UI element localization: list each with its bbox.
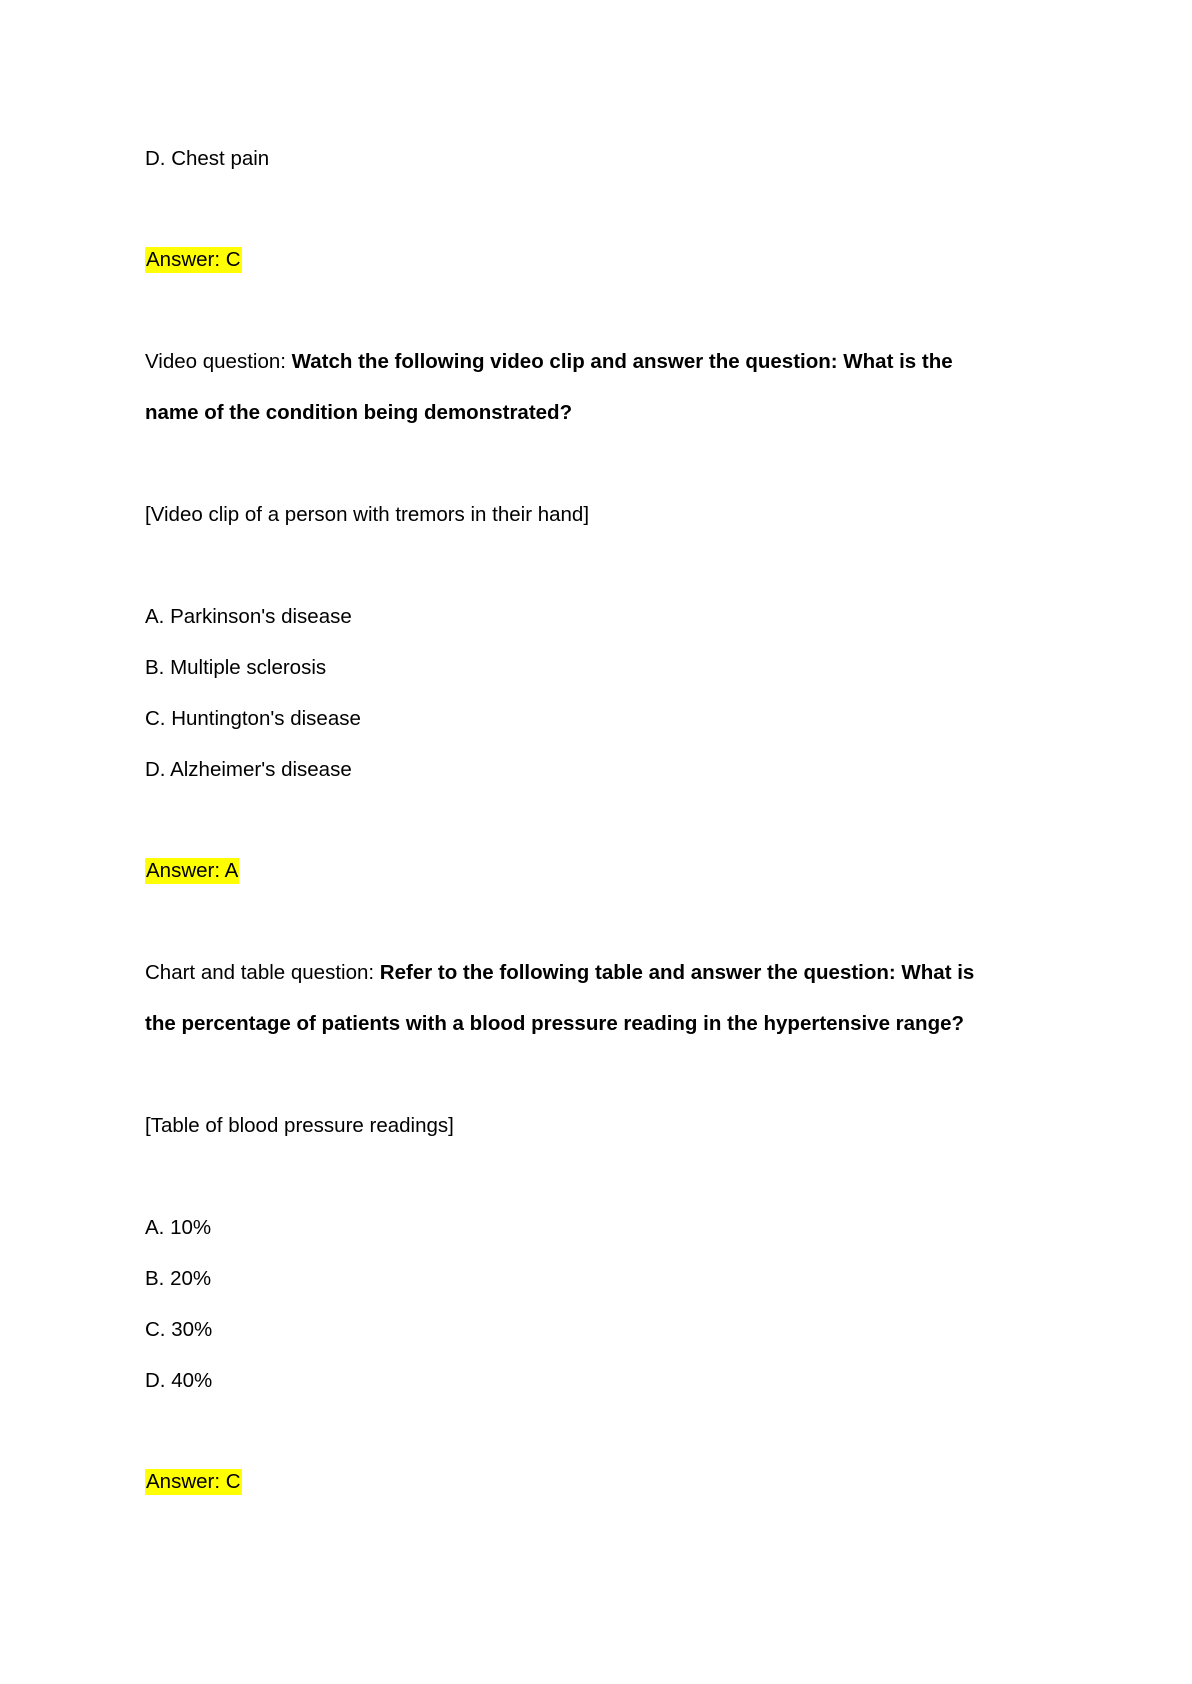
video-media-placeholder: [Video clip of a person with tremors in their hand]	[145, 503, 590, 526]
video-answer-highlight: Answer: A	[146, 859, 239, 882]
chart-question-stem-bold-1: Refer to the following table and answer the question: What is	[379, 961, 975, 984]
prev-answer-line	[145, 247, 242, 273]
chart-option-b: B. 20%	[145, 1267, 212, 1290]
video-question-stem-line2: name of the condition being demonstrated?	[145, 401, 573, 424]
video-question-stem-bold-1: Watch the following video clip and answer the question: What is the	[291, 350, 953, 373]
chart-question-stem-line1	[145, 960, 974, 986]
video-option-a: A. Parkinson's disease	[145, 605, 352, 628]
video-question-prefix: Video question:	[145, 350, 292, 373]
video-option-c: C. Huntington's disease	[145, 707, 361, 730]
video-option-d: D. Alzheimer's disease	[145, 758, 352, 781]
chart-media-placeholder: [Table of blood pressure readings]	[145, 1114, 454, 1137]
chart-answer-highlight: Answer: C	[146, 1470, 241, 1493]
video-option-b: B. Multiple sclerosis	[145, 656, 327, 679]
video-answer-line	[145, 858, 239, 884]
chart-answer-line	[145, 1469, 242, 1495]
chart-option-d: D. 40%	[145, 1369, 213, 1392]
chart-option-c: C. 30%	[145, 1318, 213, 1341]
chart-option-a: A. 10%	[145, 1216, 212, 1239]
prev-answer-highlight: Answer: C	[146, 248, 241, 271]
prev-option-d: D. Chest pain	[145, 147, 270, 170]
chart-question-prefix: Chart and table question:	[145, 961, 380, 984]
chart-question-stem-line2: the percentage of patients with a blood pressure reading in the hypertensive range?	[145, 1012, 965, 1035]
video-question-stem-line1	[145, 349, 953, 375]
